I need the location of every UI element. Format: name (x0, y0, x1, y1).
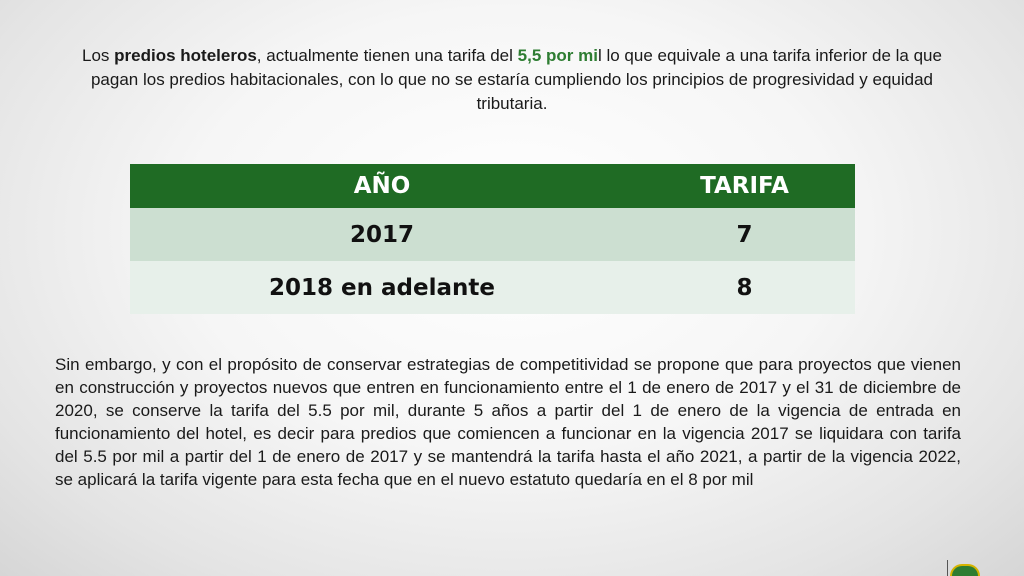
table-header-row (130, 164, 855, 208)
footer-divider (947, 560, 948, 576)
emblem-icon (950, 564, 980, 576)
table-row (130, 261, 855, 314)
table-row (130, 208, 855, 261)
cell-year: 2018 en adelante (130, 261, 634, 314)
tariff-table (130, 164, 855, 314)
intro-text-2: , actualmente tienen una tarifa del (256, 46, 518, 65)
cell-year: 2017 (130, 208, 634, 261)
body-paragraph: Sin embargo, y con el propósito de conservar estrategias de competitividad se propone que para proyectos que vienen en construcción y proyectos nuevos que entren en funcionamiento entre el 1 de enero de 2017 y el 31 de diciembre de 2020, se conserve la tarifa del 5.5 por mil, durante 5 años a partir del 1 de enero de la vigencia de entrada en funcionamiento del hotel, es decir para predios que comiencen a funcionar en la vigencia 2017 se liquidara con tarifa del 5.5 por mil a partir del 1 de enero de 2017 y se mantendrá la tarifa hasta el año 2021, a partir de la vigencia 2022, se aplicará la tarifa vigente para esta fecha que en el nuevo estatuto quedaría en el 8 por mil (55, 355, 961, 489)
header-rate: TARIFA (634, 164, 855, 208)
header-year: AÑO (130, 164, 634, 208)
cell-rate: 8 (634, 261, 855, 314)
intro-text-3: l lo que equivale a una tarifa inferior de la que pagan los predios habitacionales, con lo que no se estaría cumpliendo los principios de progresividad y equidad tributaria. (90, 46, 942, 113)
intro-text-1: Los (82, 46, 115, 65)
cell-rate: 7 (634, 208, 855, 261)
intro-rate-highlight: 5,5 por mi (517, 46, 598, 65)
intro-paragraph (60, 44, 964, 116)
intro-bold-hotel-properties: predios hoteleros (114, 46, 257, 65)
